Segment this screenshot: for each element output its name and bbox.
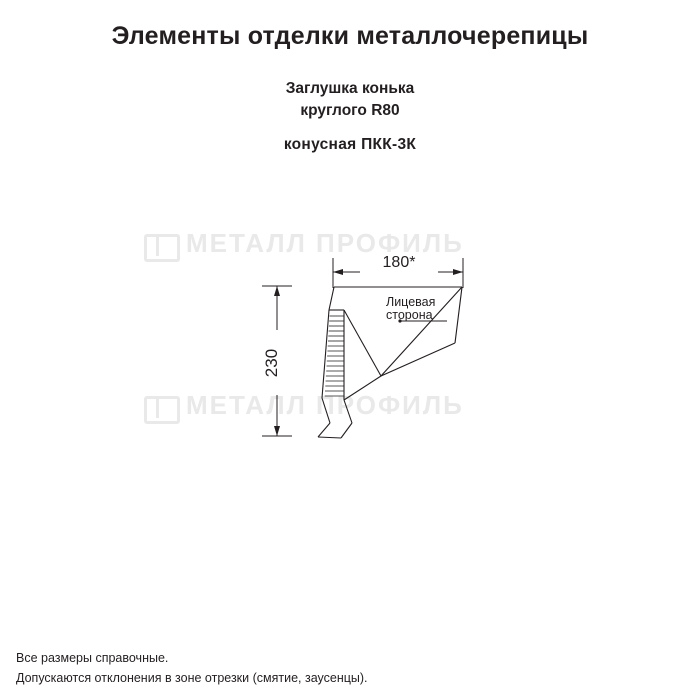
- watermark-text: МЕТАЛЛ ПРОФИЛЬ: [186, 228, 464, 258]
- subtitle-line-2: круглого R80: [300, 102, 400, 119]
- subtitle-line-3: конусная ПКК-3К: [283, 136, 417, 153]
- watermark-text: МЕТАЛЛ ПРОФИЛЬ: [186, 390, 464, 420]
- technical-drawing: [0, 180, 700, 500]
- face-side-label-line-1: Лицевая: [386, 295, 436, 309]
- drawing-svg: [0, 180, 700, 500]
- face-side-label-line-2: сторона: [386, 308, 433, 322]
- width-dimension-label: 180*: [382, 254, 416, 271]
- page-title: Элементы отделки металлочерепицы: [111, 22, 589, 50]
- page-subtitle: [0, 78, 700, 156]
- footnotes: [16, 648, 368, 688]
- subtitle-line-1: Заглушка конька: [285, 80, 415, 97]
- height-dimension-label: 230: [262, 348, 281, 378]
- footnote-line-1: Все размеры справочные.: [16, 651, 169, 665]
- footnote-line-2: Допускаются отклонения в зоне отрезки (смятие, заусенцы).: [16, 671, 368, 685]
